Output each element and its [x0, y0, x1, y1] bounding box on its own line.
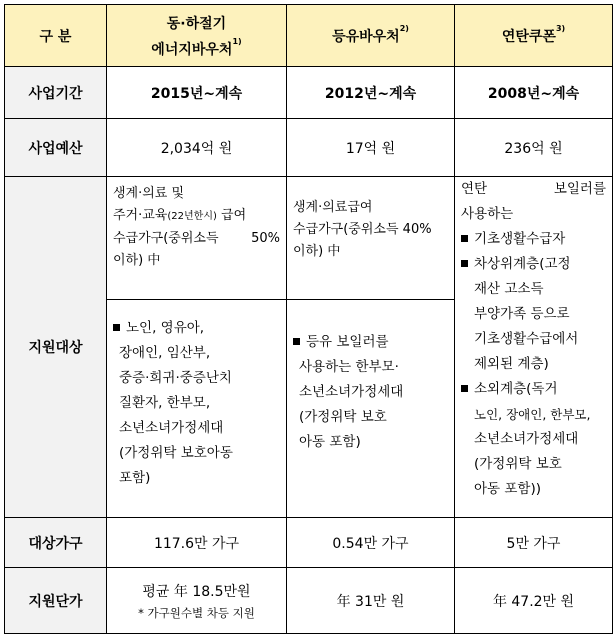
target-kerosene-line1: 생계·의료급여: [293, 200, 373, 215]
target-energy-line4: 이하) 中: [113, 253, 161, 268]
row-label-unit-price: 지원단가: [5, 568, 107, 634]
energy-voucher-table: [4, 4, 613, 634]
kerosene-bullet: 등유 보일러를: [293, 330, 448, 355]
households-energy: 117.6만 가구: [107, 518, 287, 568]
target-energy-line1: 생계·의료 및: [113, 186, 185, 201]
coal-bullet-3: 소외계층(독거 노인, 장애인, 한부모, 소년소녀가정세대 (가정위탁 보호 아동 포함)): [461, 377, 606, 502]
unit-energy: [107, 568, 287, 634]
coal-bullet-1: 기초생활수급자: [461, 227, 606, 252]
header-row: [5, 5, 613, 67]
unit-kerosene: 年 31만 원: [287, 568, 455, 634]
target-energy-top: [107, 177, 287, 300]
target-kerosene-line2: 수급가구(중위소득 40%: [293, 222, 432, 237]
coal-intro-line1: 연탄 보일러를: [461, 181, 606, 197]
target-kerosene-top: [287, 177, 455, 300]
energy-bullet: 노인, 영유아,: [113, 316, 280, 341]
bullet-square-icon: [461, 385, 468, 392]
row-target-top: [5, 177, 613, 300]
row-period: [5, 67, 613, 119]
row-label-target: 지원대상: [5, 177, 107, 518]
period-energy: 2015년~계속: [107, 67, 287, 119]
unit-coal: 年 47.2만 원: [455, 568, 613, 634]
bullet-square-icon: [113, 324, 120, 331]
header-energy-voucher-line2: 에너지바우처$^{1)}$: [151, 36, 242, 58]
header-coal-coupon: 연탄쿠폰$^{3)}$: [455, 5, 613, 67]
row-label-period: 사업기간: [5, 67, 107, 119]
target-energy-bottom: 노인, 영유아, 장애인, 임산부, 중증·희귀·중증난치 질환자, 한부모, 소년소녀가정세대 (가정위탁 보호아동 포함): [107, 300, 287, 518]
period-coal: 2008년~계속: [455, 67, 613, 119]
target-energy-line2: 주거·교육(22년한시) 급여: [113, 208, 247, 223]
bullet-square-icon: [461, 235, 468, 242]
header-energy-voucher: [107, 5, 287, 67]
row-label-budget: 사업예산: [5, 119, 107, 177]
header-kerosene-voucher: 등유바우처$^{2)}$: [287, 5, 455, 67]
budget-kerosene: 17억 원: [287, 119, 455, 177]
target-kerosene-line3: 이하) 中: [293, 244, 341, 259]
coal-bullet-2: 차상위계층(고정 재산 고소득 부양가족 등으로 기초생활수급에서 제외된 계층): [461, 252, 606, 377]
unit-energy-avg: 평균 年 18.5만원: [142, 583, 251, 600]
row-unit-price: [5, 568, 613, 634]
bullet-square-icon: [293, 338, 300, 345]
target-kerosene-bottom: 등유 보일러를 사용하는 한부모· 소년소녀가정세대 (가정위탁 보호 아동 포함): [287, 300, 455, 518]
target-energy-line3: 수급가구(중위소득 50%: [113, 231, 280, 246]
row-label-households: 대상가구: [5, 518, 107, 568]
coal-intro-line2: 사용하는: [461, 206, 514, 222]
bullet-square-icon: [461, 260, 468, 267]
households-kerosene: 0.54만 가구: [287, 518, 455, 568]
period-kerosene: 2012년~계속: [287, 67, 455, 119]
households-coal: 5만 가구: [455, 518, 613, 568]
budget-coal: 236억 원: [455, 119, 613, 177]
row-households: [5, 518, 613, 568]
target-coal: [455, 177, 613, 518]
unit-energy-note: * 가구원수별 차등 지원: [138, 605, 255, 620]
header-energy-voucher-line1: 동·하절기: [166, 15, 227, 32]
row-budget: [5, 119, 613, 177]
budget-energy: 2,034억 원: [107, 119, 287, 177]
header-category: 구 분: [5, 5, 107, 67]
